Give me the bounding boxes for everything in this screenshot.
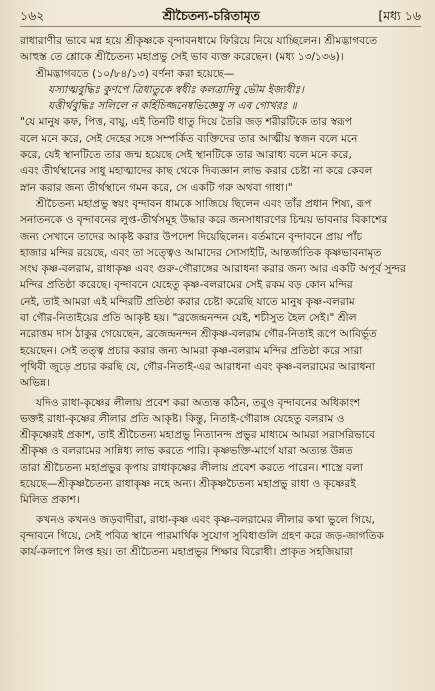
text-line: শ্রীচৈতন্য মহাপ্রভু স্বয়ং বৃন্দাবন ধামকে সাজিয়ে ছিলেন এবং তাঁর প্রধান শিষ্য, রূপ bbox=[36, 197, 372, 210]
paragraph-radha-krishna bbox=[20, 395, 421, 509]
chapter-reference: [মধ্য ১৬ bbox=[378, 8, 421, 23]
verse-translation bbox=[20, 114, 421, 195]
text-line: "যে মানুষ কফ, পিত্ত, বায়ু, এই তিনটি ধাতু দিয়ে তৈরি জড় শরীরটিকে তার স্বরূপ bbox=[20, 116, 352, 129]
text-line: তারা শ্রীচৈতন্য মহাপ্রভুর কৃপায় রাধাকৃষ্ণের লীলায় প্রবেশ করতে পারেন। শাস্ত্রে বলা bbox=[20, 461, 363, 474]
text-line: জন্য সেখানে তাদের আকৃষ্ট করার উপদেশ দিয়েছিলেন। বর্তমানে বৃন্দাবনে প্রায় পাঁচ bbox=[20, 230, 363, 243]
page-number: ১৬২ bbox=[20, 8, 45, 23]
text-line: মন্দির প্রতিষ্ঠা করেছে। বৃন্দাবনে যেহেতু কৃষ্ণ-বলরামের সেই রকম বড় কোন মন্দির bbox=[20, 279, 353, 292]
text-line: বা গৌর-নিতাইয়ের প্রতি আকৃষ্ট হয়। "ব্রজেন্দ্রনন্দন যেই, শচীসুত হৈল সেই।" শ্রীল bbox=[20, 312, 357, 325]
text-line: পৃথিবী জুড়ে প্রচার করছি যে, গৌর-নিতাই-এর আরাধনা এবং কৃষ্ণ-বলরামের আরাধনা bbox=[20, 360, 375, 373]
text-line: বৃন্দাবনে গিয়ে, সেই পবিত্র স্থানে পারমার্থিক সুযোগ সুবিধাগুলি গ্রহণ করে জড়-জাগতিক bbox=[20, 529, 384, 542]
text-line: নেই, তাই আমরা এই মন্দিরটি প্রতিষ্ঠা করার চেষ্টা করেছি যাতে মানুষ কৃষ্ণ-বলরাম bbox=[20, 295, 355, 308]
text-line: যদিও রাধা-কৃষ্ণের লীলায় প্রবেশ করা অত্যন্ত কঠিন, তবুও বৃন্দাবনের অধিকাংশ bbox=[36, 396, 361, 409]
verse-line: যস্যাত্মবুদ্ধিঃ কুণপে ত্রিধাতুকে স্বধীঃ কলত্রাদিষু ভৌম ইজ্যধীঃ। bbox=[48, 83, 304, 96]
text-line: রাধারাণীর ভাবে মগ্ন হয়ে শ্রীকৃষ্ণকে বৃন্দাবনধামে ফিরিয়ে নিয়ে যাচ্ছিলেন। শ্রীমদ্ভাগবতে bbox=[20, 35, 378, 47]
text-line: কার্য-কলাপে লিপ্ত হয়। তা শ্রীচৈতন্য মহাপ্রভুর শিক্ষার বিরোধী। প্রাকৃত সহজিয়ারা bbox=[20, 546, 353, 559]
text-line: আহুস্ত তে শ্লোকে শ্রীচৈতন্য মহাপ্রভু সেই ভাব ব্যক্ত করেছেন। (মধ্য ১৩/১৩৬)। bbox=[20, 51, 344, 64]
paragraph-materialists bbox=[20, 512, 421, 561]
text-line: বলে মনে করে, সেই দেহের সঙ্গে সম্পর্কিত ব্যক্তিদের তার আত্মীয় স্বজন বলে মনে bbox=[20, 132, 358, 145]
paragraph-intro bbox=[20, 33, 421, 82]
text-line: এবং তীর্থস্থানের সাধু মহাত্মাদের কাছ থেকে দিব্যজ্ঞান লাভ করার চেষ্টা না করে কেবল bbox=[20, 165, 373, 178]
sanskrit-verse bbox=[20, 82, 421, 115]
text-line: মিলিত প্রকাশ। bbox=[20, 494, 80, 507]
text-line: স্নান করার জন্য তীর্থস্থানে গমন করে, সে একটি গরু অথবা গাধা।" bbox=[20, 181, 293, 194]
text-line: অভিন্ন। bbox=[20, 377, 50, 390]
text-line: হয়েছেন। সেই তত্ত্ব প্রচার করার জন্য আমরা কৃষ্ণ-বলরাম মন্দির প্রতিষ্ঠা করে সারা bbox=[20, 344, 363, 357]
book-title: শ্রীচৈতন্য-চরিতামৃত bbox=[162, 8, 260, 23]
text-line: শ্রীমদ্ভাগবতে (১০/৮৪/১৩) বর্ণনা করা হয়েছে— bbox=[36, 67, 235, 80]
text-line: শ্রীকৃষ্ণেরই প্রকাশ, তাই শ্রীচৈতন্য মহাপ্রভু নিত্যানন্দ প্রভুর মাধ্যমে আমরা সরাসরিভাবে bbox=[20, 429, 375, 442]
text-line: সংঘ কৃষ্ণ-বলরাম, রাধাকৃষ্ণ এবং গুরু-গৌরাঙ্গের আরাধনা করার জন্য আর একটি অপূর্ব সুন্দর bbox=[20, 263, 406, 276]
text-line: কখনও কখনও জড়বাদীরা, রাধা-কৃষ্ণ এবং কৃষ্ণ-বলরামের লীলার কথা ভুলে গিয়ে, bbox=[36, 513, 376, 526]
text-line: নরোত্তম দাস ঠাকুর গেয়েছেন, ব্রজেন্দ্রনন্দন শ্রীকৃষ্ণ-বলরাম গৌর-নিতাই রূপে আবির্ভূত bbox=[20, 328, 377, 341]
text-line: সনাতনকে ও বৃন্দাবনের লুপ্ত-তীর্থসমূহ উদ্ধার করে জনসাধারণের চিন্ময় ভাবনার বিকাশের bbox=[20, 214, 388, 227]
text-line: শ্রীকৃষ্ণ ও বলরামের সান্নিধ্য লাভ করতে পারি। কৃষ্ণভক্তি-মার্গে যারা অত্যন্ত উন্নত bbox=[20, 445, 353, 458]
text-line: হাজার মন্দির রয়েছে, এবং তা সত্ত্বেও আমাদের সোসাইটি, আন্তর্জাতিক কৃষ্ণভাবনামৃত bbox=[20, 246, 382, 259]
text-line: করে, যেই স্থানটিতে তার জন্ম হয়েছে সেই স্থানটিকে তার আরাধ্য বলে মনে করে, bbox=[20, 149, 352, 162]
page-header bbox=[20, 8, 421, 27]
text-line: ভক্তই রাধা-কৃষ্ণের লীলার প্রতি আকৃষ্ট। কিন্তু, নিতাই-গৌরাঙ্গ যেহেতু বলরাম ও bbox=[20, 412, 345, 425]
text-line: হয়েছে—শ্রীকৃষ্ণচৈতন্য রাধাকৃষ্ণ নহে অন্য। শ্রীকৃষ্ণচৈতন্য মহাপ্রভু রাধা ও কৃষ্ণেরই bbox=[20, 478, 356, 491]
paragraph-vrindavan bbox=[20, 196, 421, 392]
verse-line: যত্তীর্থবুদ্ধিঃ সলিলে ন কর্হিচিজ্জনেষ্বভিজ্ঞেষু স এব গোখরঃ ॥ bbox=[48, 100, 297, 113]
